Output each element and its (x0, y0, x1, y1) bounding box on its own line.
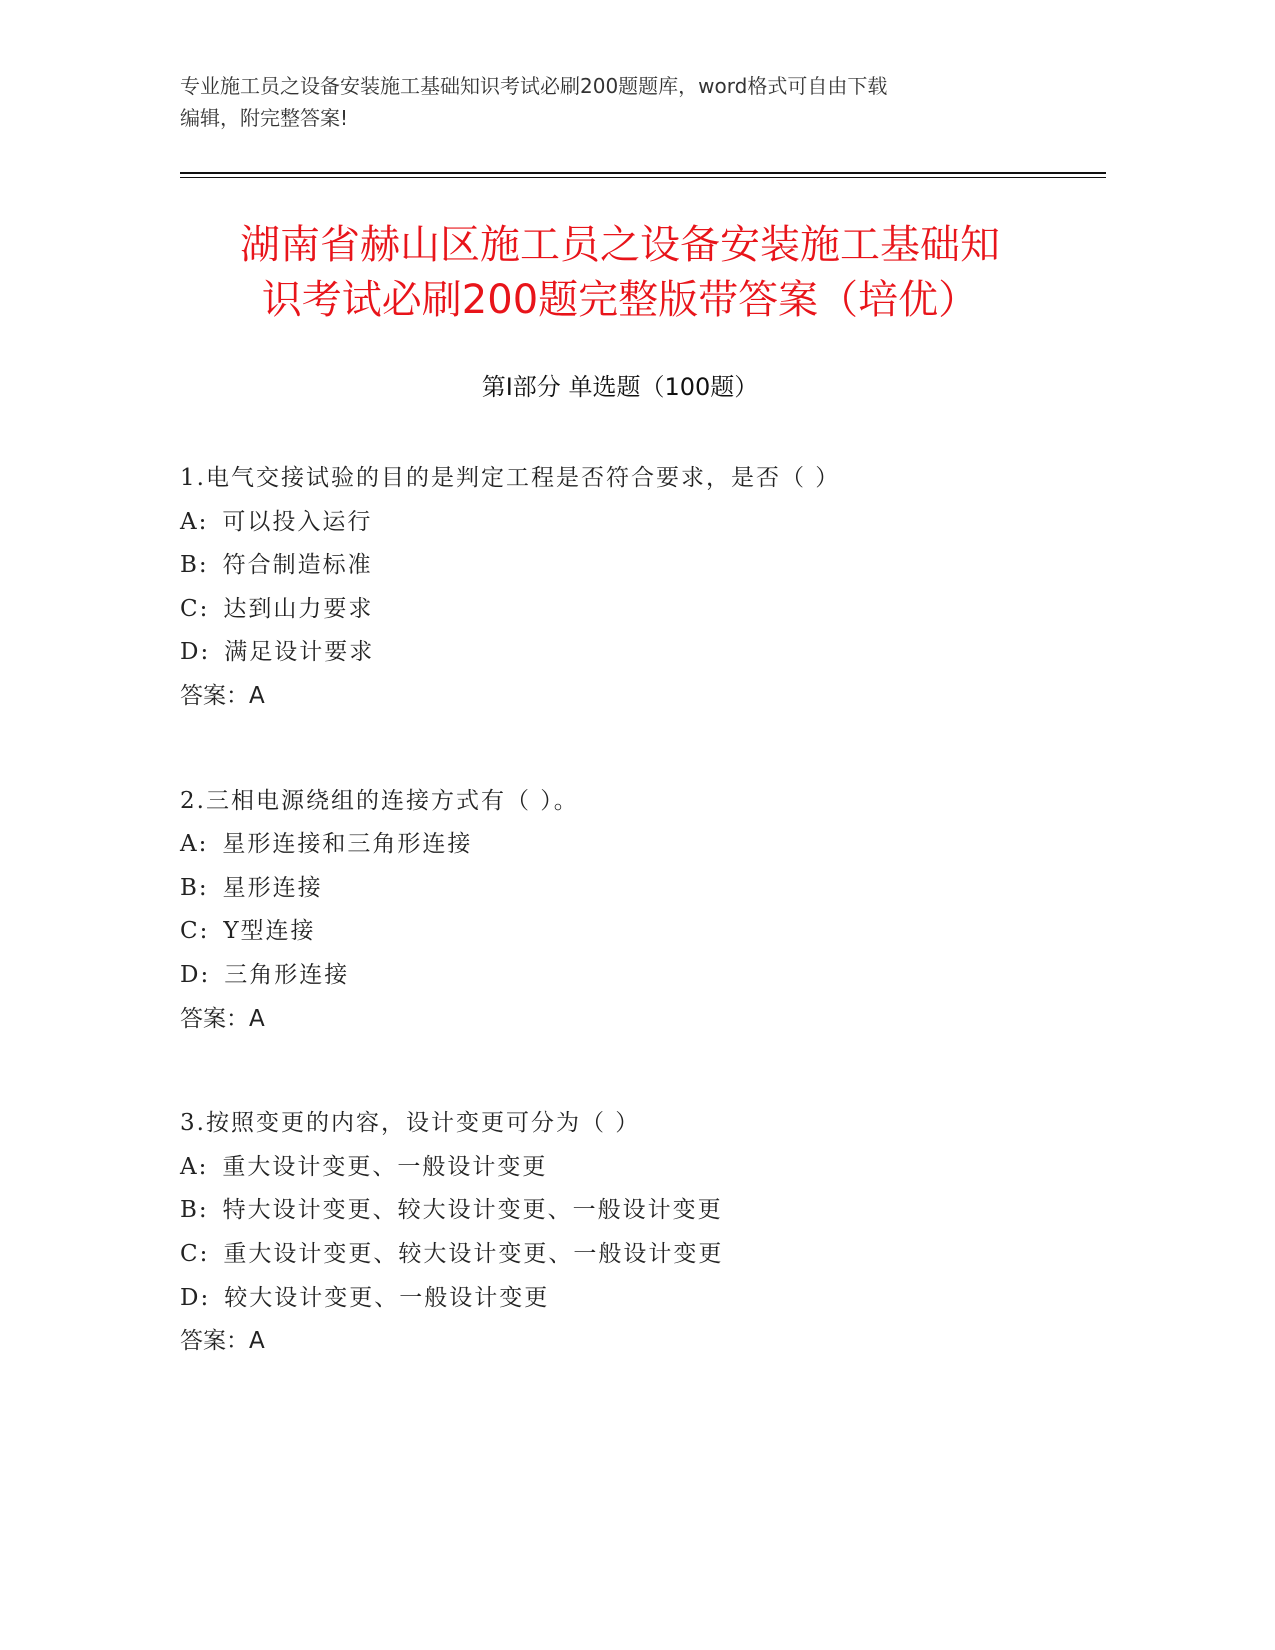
option-c (180, 588, 1080, 632)
option-key: C: (180, 595, 210, 622)
option-key: B: (180, 1197, 209, 1224)
question-stem: 1.电气交接试验的目的是判定工程是否符合要求，是否（ ） (180, 465, 841, 491)
header-note-line1: 专业施工员之设备安装施工基础知识考试必刷200题题库，word格式可自由下载 (180, 74, 888, 98)
option-key: D: (180, 961, 211, 988)
question-stem: 3.按照变更的内容，设计变更可分为（ ） (180, 1110, 641, 1137)
option-text: 重大设计变更、一般设计变更 (222, 1153, 548, 1180)
option-text: 较大设计变更、一般设计变更 (224, 1284, 550, 1311)
option-text: 满足设计要求 (224, 639, 375, 666)
option-text: 星形连接 (222, 874, 323, 901)
header-note (180, 70, 1040, 134)
option-a (180, 501, 1080, 545)
option-b (180, 867, 1080, 911)
option-text: 星形连接和三角形连接 (222, 831, 473, 858)
header-divider-thick (180, 172, 1106, 174)
header-note-line2: 编辑，附完整答案! (180, 106, 349, 130)
option-key: B: (180, 874, 209, 901)
option-a (180, 823, 1080, 867)
answer: 答案：A (180, 1328, 265, 1355)
option-b (180, 1189, 1080, 1233)
option-key: D: (180, 639, 211, 666)
option-key: A: (180, 831, 209, 858)
option-text: Y型连接 (223, 918, 316, 945)
section-title: 第Ⅰ部分 单选题（100题） (481, 373, 759, 401)
option-text: 三角形连接 (224, 961, 350, 988)
option-text: 符合制造标准 (222, 552, 373, 579)
option-key: B: (180, 552, 209, 579)
option-text: 重大设计变更、较大设计变更、一般设计变更 (223, 1240, 724, 1267)
header-divider-thin (180, 177, 1106, 178)
option-d (180, 631, 1080, 675)
question-stem: 2.三相电源绕组的连接方式有（ ）。 (180, 787, 579, 814)
option-text: 特大设计变更、较大设计变更、一般设计变更 (222, 1197, 723, 1224)
option-b (180, 544, 1080, 588)
document-title-line1: 湖南省赫山区施工员之设备安装施工基础知 (240, 222, 1000, 268)
option-text: 达到山力要求 (223, 595, 374, 622)
option-key: A: (180, 1153, 209, 1180)
answer: 答案：A (180, 1005, 265, 1032)
option-c (180, 1233, 1080, 1277)
option-c (180, 910, 1080, 954)
question-1 (180, 457, 1080, 719)
document-title (170, 218, 1070, 328)
document-title-line2: 识考试必刷200题完整版带答案（培优） (261, 277, 979, 323)
option-text: 可以投入运行 (222, 508, 373, 535)
option-d (180, 954, 1080, 998)
option-key: A: (180, 508, 209, 535)
option-a (180, 1146, 1080, 1190)
answer: 答案：A (180, 682, 265, 709)
question-2 (180, 780, 1080, 1042)
question-list (180, 457, 1080, 1425)
option-key: C: (180, 1240, 210, 1267)
question-3 (180, 1102, 1080, 1364)
option-key: C: (180, 918, 210, 945)
option-d (180, 1277, 1080, 1321)
option-key: D: (180, 1284, 211, 1311)
